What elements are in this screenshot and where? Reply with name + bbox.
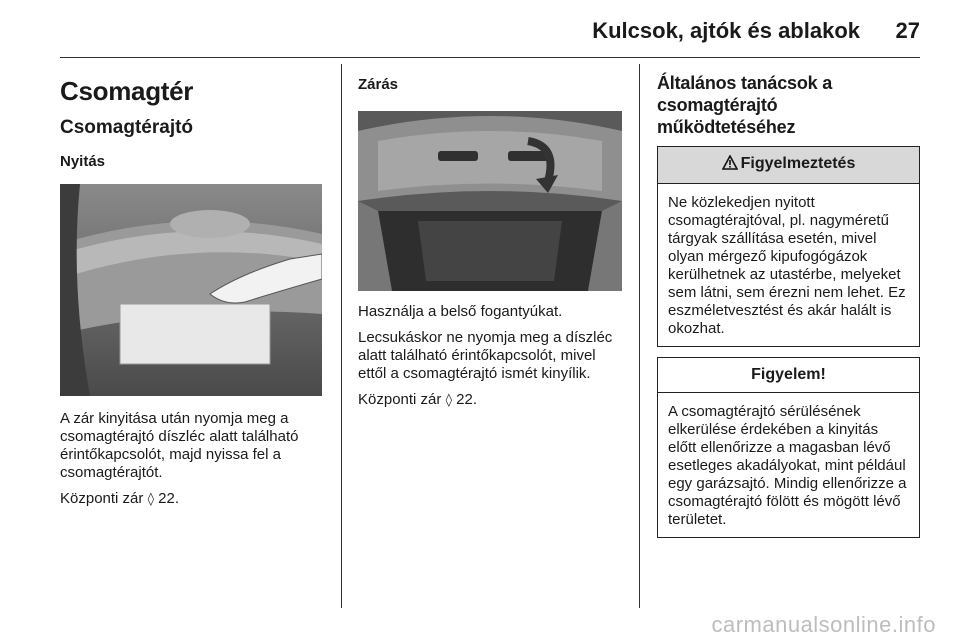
- column-general-advice: [657, 66, 920, 548]
- column-closing: [358, 66, 622, 418]
- warning-box: [657, 146, 920, 347]
- caution-header: [658, 358, 919, 393]
- central-lock-reference-2: [358, 391, 622, 410]
- central-lock-reference: [60, 490, 324, 509]
- closing-heading: Zárás: [358, 76, 399, 93]
- warning-title: Figyelmeztetés: [740, 155, 856, 172]
- column-divider-2: [639, 64, 640, 608]
- warning-triangle-icon: [722, 155, 738, 175]
- reference-page: 22.: [158, 490, 180, 507]
- closing-instruction-1: Használja a belső fogantyúkat.: [358, 303, 563, 320]
- page-number: 27: [895, 18, 920, 43]
- reference-text: Központi zár: [60, 490, 144, 507]
- caution-title: Figyelem!: [751, 366, 826, 383]
- tailgate-handle-photo: [60, 184, 322, 396]
- reference-page: 22.: [456, 391, 478, 408]
- opening-heading: Nyitás: [60, 153, 106, 170]
- opening-instructions: A zár kinyitása után nyomja meg a csomagtérajtó díszléc alatt található érintőkapcsolót, majd nyissa fel a csomagtérajtót.: [60, 410, 299, 481]
- warning-text: Ne közlekedjen nyitott csomagtérajtóval, pl. nagyméretű tárgyak szállítása esetén, mivel olyan mérgező kipufogógázok kerülhetnek az utastérbe, melyeket sem látni, sem érezni nem lehet. Ez eszméletvesztést és akár halált is okozhat.: [668, 194, 906, 337]
- header-divider: [60, 57, 920, 58]
- caution-text: A csomagtérajtó sérülésének elkerülése érdekében a kinyitás előtt ellenőrizze a magasban lévő esetleges akadályokat, mint például egy garázsajtó. Mindig ellenőrizze a csomagtérajtó fölött és mögött lévő területet.: [668, 403, 907, 528]
- warning-header: [658, 147, 919, 184]
- page-header: [0, 0, 960, 62]
- subsection-title: Csomagtérajtó: [60, 117, 194, 138]
- tailgate-closing-photo: [358, 111, 622, 291]
- watermark: carmanualsonline.info: [711, 612, 936, 637]
- section-title: Csomagtér: [60, 76, 194, 106]
- column-opening: [60, 66, 324, 517]
- page-reference-icon: ◊: [445, 393, 452, 408]
- closing-instruction-2: Lecsukáskor ne nyomja meg a díszléc alatt található érintőkapcsolót, mivel ettől a csomagtérajtó ismét kinyílik.: [358, 329, 613, 382]
- column-divider-1: [341, 64, 342, 608]
- caution-box: [657, 357, 920, 538]
- chapter-title: Kulcsok, ajtók és ablakok: [592, 18, 860, 43]
- advice-title: Általános tanácsok a csomagtérajtó működtetéséhez: [657, 73, 833, 137]
- reference-text: Központi zár: [358, 391, 442, 408]
- page-reference-icon: ◊: [147, 492, 154, 507]
